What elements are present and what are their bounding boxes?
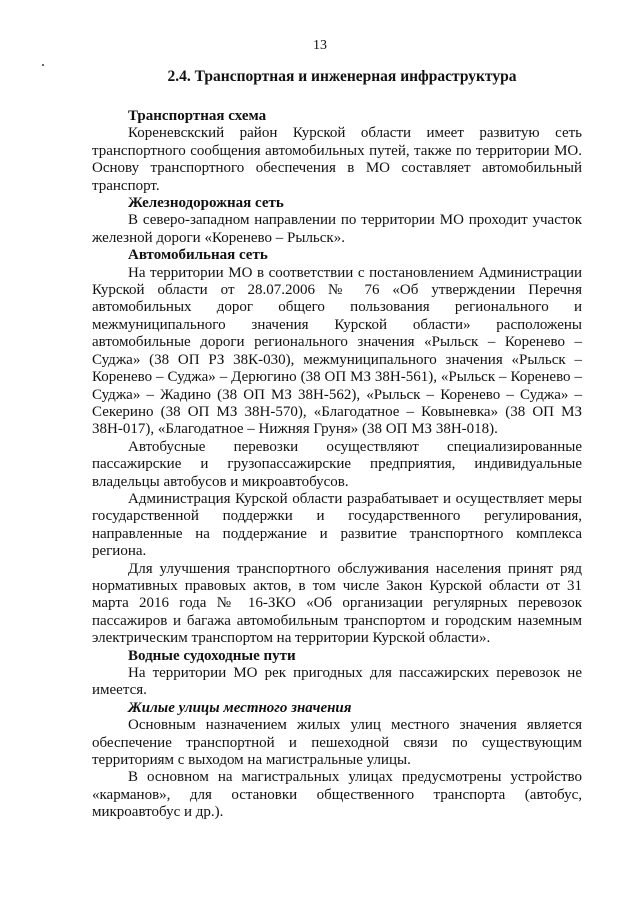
section-title: 2.4. Транспортная и инженерная инфраструктура [167, 68, 517, 85]
paragraph-local-streets-2: В основном на магистральных улицах предусмотрены устройство «карманов», для остановки общественного транспорта (автобус, микроавтобус и др.). [92, 769, 582, 821]
paragraph-road-network-2: Автобусные перевозки осуществляют специализированные пассажирские и грузопассажирские предприятия, индивидуальные владельцы автобусов и микроавтобусов. [92, 438, 582, 490]
paragraph-transport-scheme: Кореневскский район Курской области имеет развитую сеть транспортного сообщения автомобильных путей, также по территории МО. Основу транспортного обеспечения в МО составляет автомобильный транспорт. [92, 125, 582, 194]
paragraph-road-network-1: На территории МО в соответствии с постановлением Администрации Курской области от 28.07.2006 № 76 «Об утверждении Перечня автомобильных дорог общего пользования регионального и межмуниципального значения Курской области» расположены автомобильные дороги регионального значения «Рыльск – Коренево – Суджа» (38 ОП РЗ 38К-030), межмуниципального значения «Рыльск – Коренево – Суджа» – Дерюгино (38 ОП МЗ 38Н-561), «Рыльск – Коренево – Суджа» – Жадино (38 ОП МЗ 38Н-562), «Рыльск – Коренево – Суджа» – Секерино (38 ОП МЗ 38Н-570), «Благодатное – Ковыневка» (38 ОП МЗ 38Н-017), «Благодатное – Нижняя Груня» (38 ОП МЗ 38Н-018). [92, 264, 582, 438]
heading-railway: Железнодорожная сеть [128, 195, 284, 212]
page-number: 13 [313, 38, 327, 53]
paragraph-railway: В северо-западном направлении по территории МО проходит участок железной дороги «Коренево – Рыльск». [92, 212, 582, 246]
paragraph-road-network-3: Администрация Курской области разрабатывает и осуществляет меры государственной поддержки и государственного регулирования, направленные на поддержание и развитие транспортного комплекса региона. [92, 490, 582, 560]
heading-transport-scheme: Транспортная схема [128, 108, 267, 124]
heading-waterways: Водные судоходные пути [128, 647, 296, 664]
scan-dot-mark [42, 64, 44, 66]
paragraph-waterways: На территории МО рек пригодных для пассажирских перевозок не имеется. [92, 665, 582, 699]
paragraph-road-network-4: Для улучшения транспортного обслуживания населения принят ряд нормативных правовых актов, в том числе Закон Курской области от 31 марта 2016 года № 16-ЗКО «Об организации регулярных перевозок пассажиров и багажа автомобильным транспортом и городским наземным электрическим транспортом на территории Курской области». [92, 560, 582, 647]
heading-local-streets: Жилые улицы местного значения [128, 699, 352, 716]
heading-road-network: Автомобильная сеть [128, 247, 268, 264]
document-body [92, 108, 582, 822]
paragraph-local-streets-1: Основным назначением жилых улиц местного значения является обеспечение транспортной и пешеходной связи по существующим территориям с выходом на магистральные улицы. [92, 717, 582, 769]
